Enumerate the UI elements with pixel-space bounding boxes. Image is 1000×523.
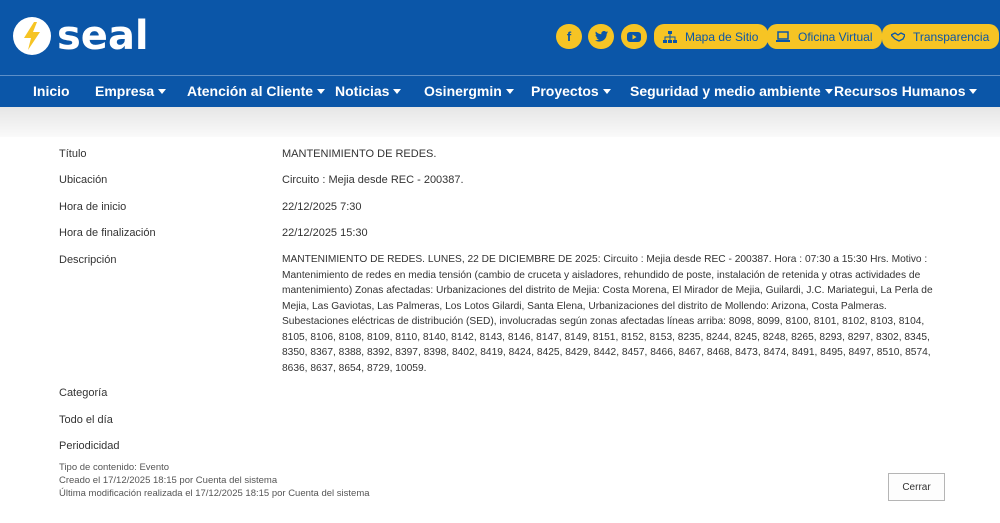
content-type-text: Tipo de contenido: Evento bbox=[59, 462, 170, 473]
nav-rrhh-label: Recursos Humanos bbox=[834, 83, 966, 99]
caret-down-icon bbox=[603, 89, 611, 94]
caret-down-icon bbox=[825, 89, 833, 94]
sitemap-label: Mapa de Sitio bbox=[685, 29, 759, 44]
nav-seguridad[interactable] bbox=[630, 76, 833, 107]
sitemap-button[interactable] bbox=[654, 24, 768, 49]
nav-seguridad-label: Seguridad y medio ambiente bbox=[630, 83, 821, 99]
logo-wordmark: seal bbox=[57, 13, 149, 59]
laptop-icon bbox=[776, 31, 790, 42]
modified-text: Última modificación realizada el 17/12/2025 18:15 por Cuenta del sistema bbox=[59, 488, 370, 499]
field-label-categoria: Categoría bbox=[59, 387, 108, 399]
nav-empresa[interactable] bbox=[95, 76, 166, 107]
nav-atencion-label: Atención al Cliente bbox=[187, 83, 314, 99]
close-button[interactable]: Cerrar bbox=[888, 473, 945, 501]
nav-atencion[interactable] bbox=[187, 76, 325, 107]
caret-down-icon bbox=[158, 89, 166, 94]
nav-osinergmin-label: Osinergmin bbox=[424, 83, 502, 99]
seal-logo[interactable] bbox=[13, 13, 149, 59]
field-value-ubicacion: Circuito : Mejia desde REC - 200387. bbox=[282, 174, 464, 186]
virtual-office-label: Oficina Virtual bbox=[798, 29, 873, 44]
field-label-inicio: Hora de inicio bbox=[59, 201, 127, 213]
sitemap-icon bbox=[663, 31, 677, 43]
nav-inicio-label: Inicio bbox=[33, 83, 70, 99]
created-text: Creado el 17/12/2025 18:15 por Cuenta del sistema bbox=[59, 475, 278, 486]
virtual-office-button[interactable] bbox=[767, 24, 882, 49]
twitter-icon[interactable] bbox=[588, 24, 614, 49]
nav-rrhh[interactable] bbox=[834, 76, 977, 107]
transparency-button[interactable] bbox=[882, 24, 999, 49]
handshake-icon bbox=[891, 32, 905, 42]
field-label-descripcion: Descripción bbox=[59, 254, 117, 266]
nav-osinergmin[interactable] bbox=[424, 76, 514, 107]
field-value-inicio: 22/12/2025 7:30 bbox=[282, 201, 362, 213]
caret-down-icon bbox=[506, 89, 514, 94]
nav-empresa-label: Empresa bbox=[95, 83, 155, 99]
nav-noticias[interactable] bbox=[335, 76, 401, 107]
field-label-todo-el-dia: Todo el día bbox=[59, 414, 113, 426]
youtube-icon[interactable] bbox=[621, 24, 647, 49]
nav-shadow bbox=[0, 107, 1000, 137]
field-value-fin: 22/12/2025 15:30 bbox=[282, 227, 368, 239]
facebook-icon[interactable]: f bbox=[556, 24, 582, 49]
field-value-descripcion: MANTENIMIENTO DE REDES. LUNES, 22 DE DICIEMBRE DE 2025: Circuito : Mejia desde REC - 200387. Hora : 07:30 a 15:30 Hrs. Motivo : Mantenimiento de redes en media tensión (cambio de cruceta y aisladores, rehundido de poste, instalación de retenida y otras actividades de mantenimiento) Zonas afectadas: Urbanizaciones del distrito de Mejia: Costa Morena, El Mirador de Mejia, Guilardi, J.C. Mariategui, La Perla de Mejia, Las Gaviotas, Las Palmeras, Los Lotos Gilardi, Santa Elena, Urbanizaciones del distrito de Mollendo: Arizona, Costa Palmeras. Subestaciones eléctricas de distribución (SED), involucradas según zonas afectadas líneas arriba: 8098, 8099, 8100, 8101, 8102, 8103, 8104, 8105, 8106, 8108, 8109, 8110, 8140, 8142, 8143, 8146, 8147, 8149, 8151, 8152, 8153, 8235, 8244, 8245, 8248, 8265, 8293, 8297, 8302, 8345, 8350, 8367, 8388, 8392, 8397, 8398, 8402, 8419, 8424, 8425, 8429, 8442, 8457, 8466, 8467, 8468, 8473, 8474, 8491, 8495, 8497, 8510, 8574, 8636, 8637, 8654, 8729, 10059. bbox=[282, 254, 933, 374]
main-nav bbox=[0, 75, 1000, 107]
nav-noticias-label: Noticias bbox=[335, 83, 390, 99]
lightning-bolt-icon bbox=[13, 17, 51, 55]
field-label-fin: Hora de finalización bbox=[59, 227, 156, 239]
nav-inicio[interactable] bbox=[33, 76, 70, 107]
caret-down-icon bbox=[317, 89, 325, 94]
site-header bbox=[0, 0, 1000, 75]
nav-proyectos[interactable] bbox=[531, 76, 611, 107]
caret-down-icon bbox=[969, 89, 977, 94]
caret-down-icon bbox=[393, 89, 401, 94]
transparency-label: Transparencia bbox=[913, 29, 990, 44]
field-value-titulo: MANTENIMIENTO DE REDES. bbox=[282, 148, 437, 160]
field-label-periodicidad: Periodicidad bbox=[59, 440, 120, 452]
field-label-titulo: Título bbox=[59, 148, 87, 160]
nav-proyectos-label: Proyectos bbox=[531, 83, 599, 99]
field-label-ubicacion: Ubicación bbox=[59, 174, 108, 186]
